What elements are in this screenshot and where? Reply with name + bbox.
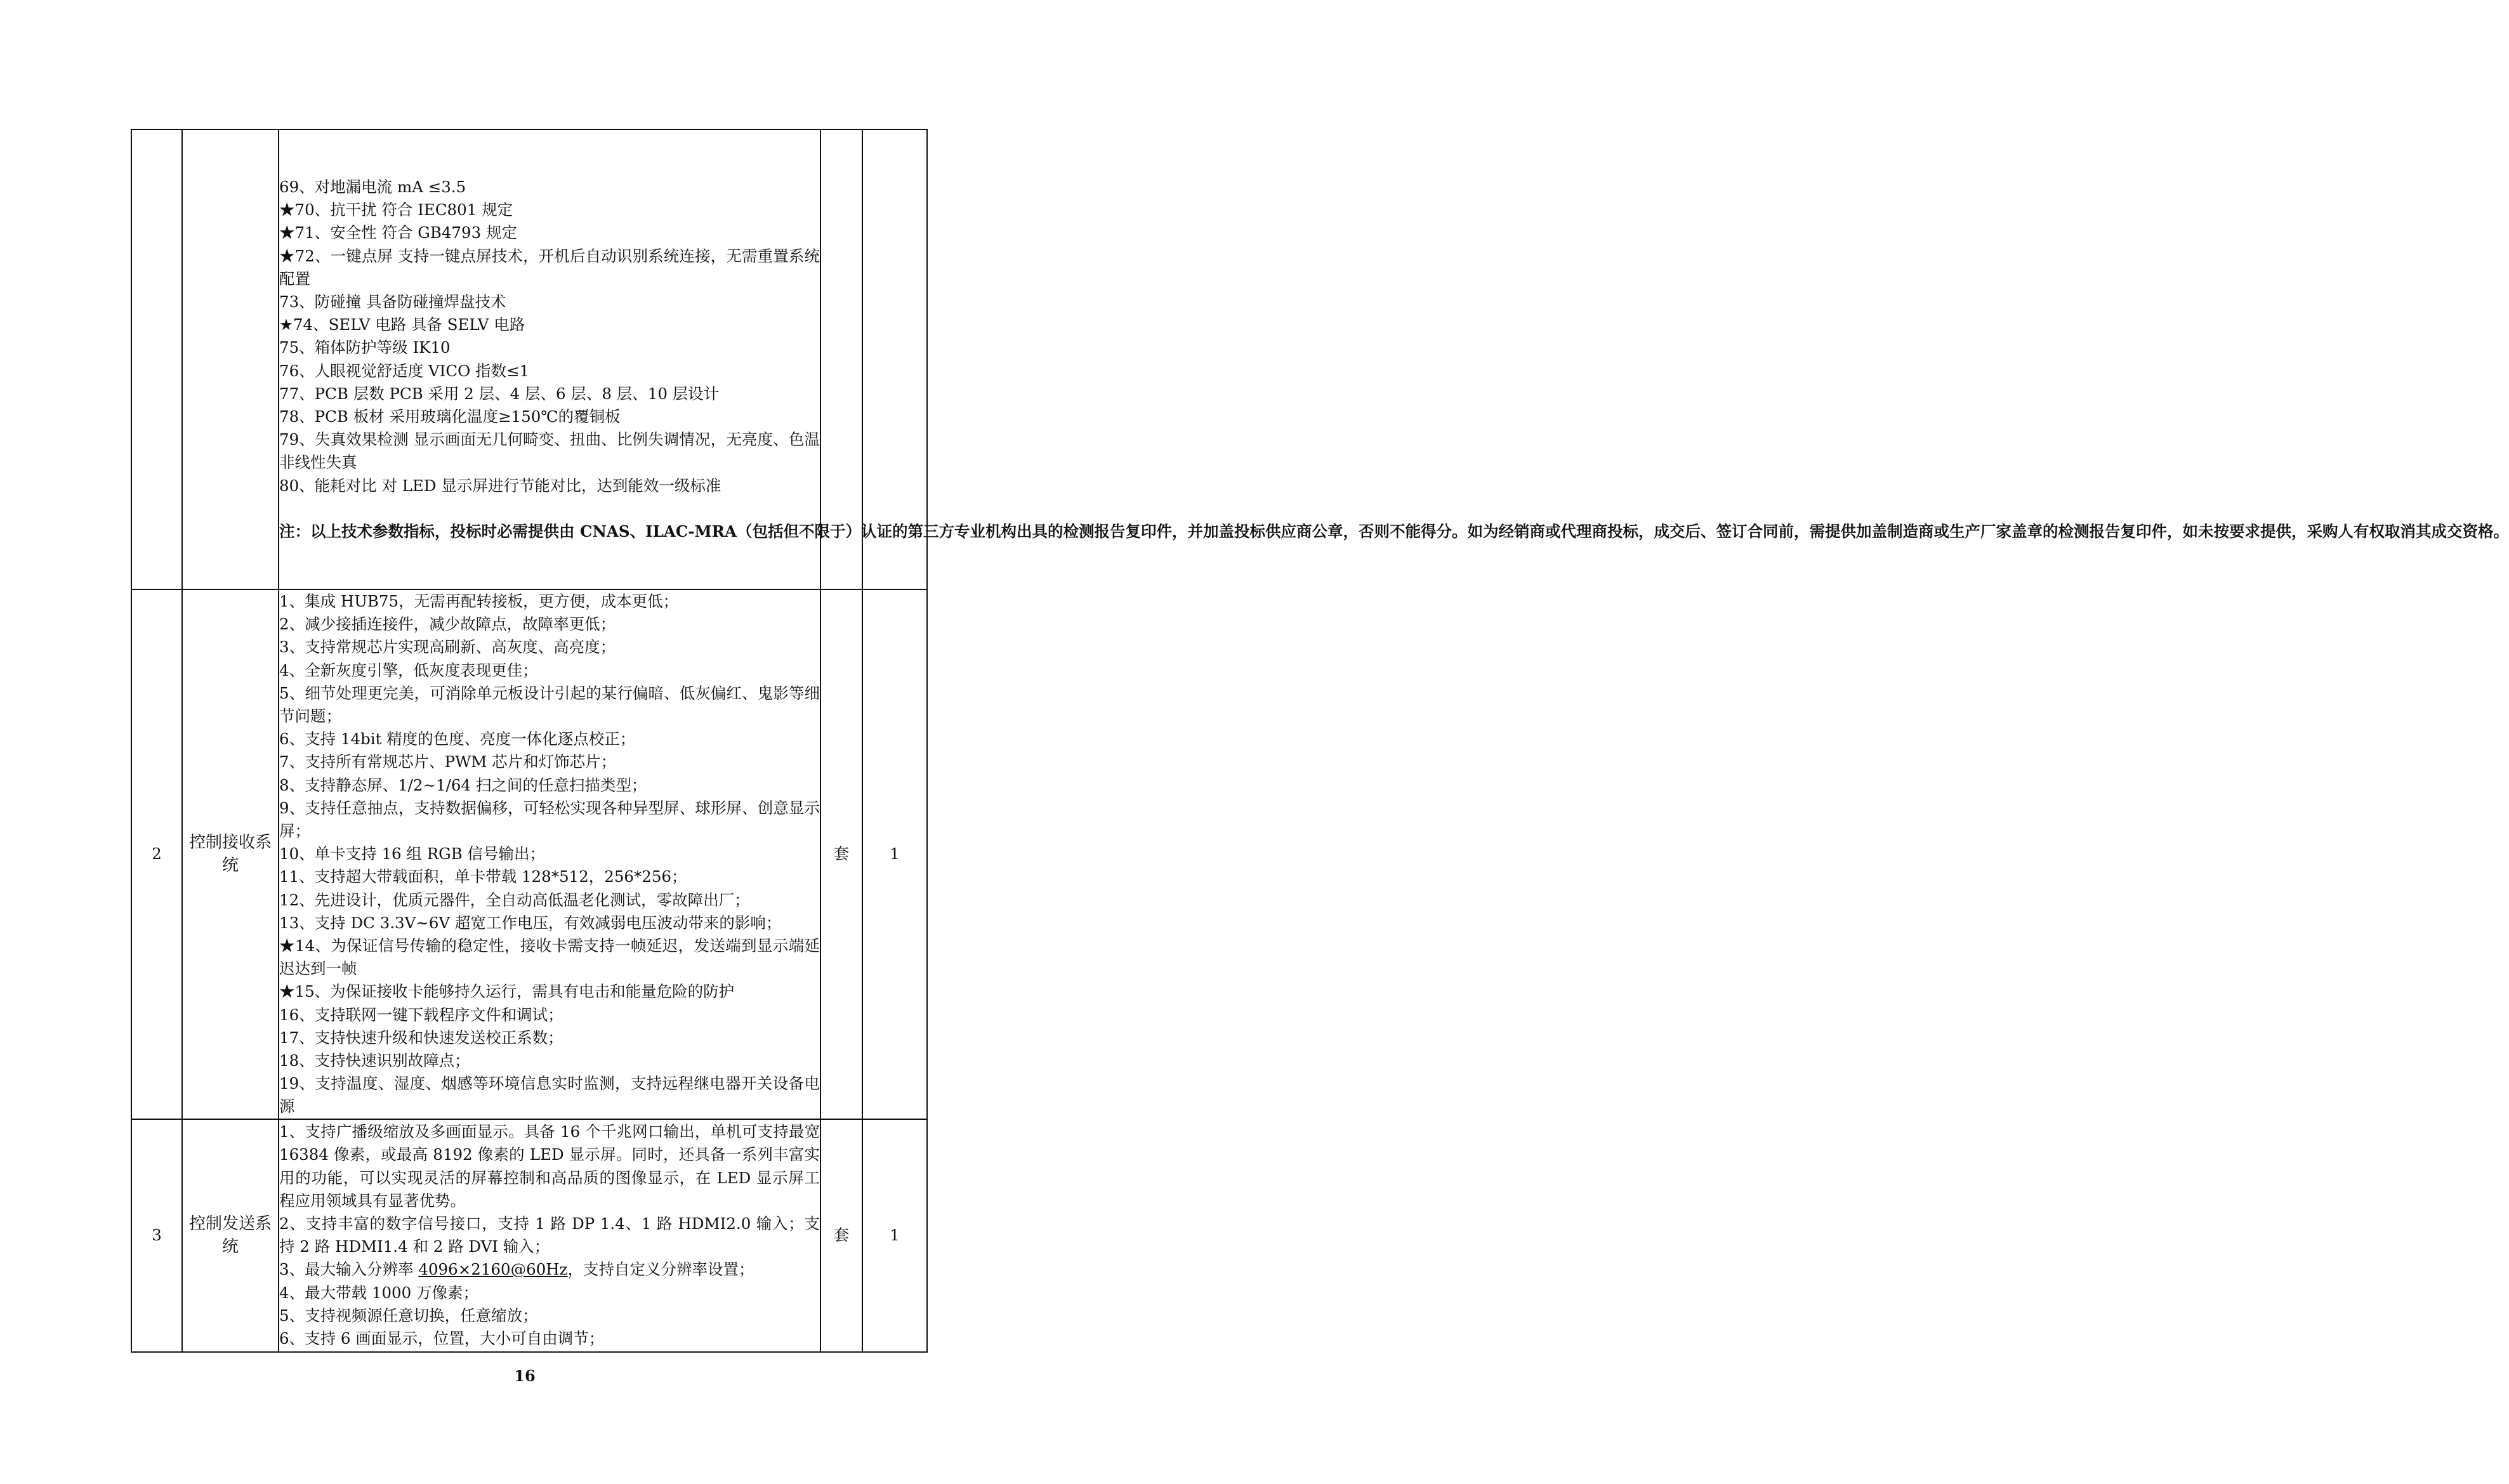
spec-line: 79、失真效果检测 显示画面无几何畸变、扭曲、比例失调情况，无亮度、色温非线性失真: [279, 430, 820, 472]
spec-table: [131, 129, 2509, 1353]
row-index-cell: 2: [131, 589, 182, 1119]
spec-line: 19、支持温度、湿度、烟感等环境信息实时监测，支持远程继电器开关设备电源: [279, 1074, 820, 1116]
spec-line-text: ，支持自定义分辨率设置；: [567, 1260, 754, 1279]
spec-line: 5、细节处理更完美，可消除单元板设计引起的某行偏暗、低灰偏红、鬼影等细节问题；: [279, 683, 820, 726]
row-index-cell: [131, 129, 182, 589]
spec-line: 78、PCB 板材 采用玻璃化温度≥150℃的覆铜板: [279, 407, 621, 426]
table-row: [131, 1119, 927, 1352]
spec-description-cell: [279, 1119, 820, 1352]
spec-line: 6、支持 14bit 精度的色度、亮度一体化逐点校正；: [279, 730, 636, 749]
spec-line: 12、先进设计，优质元器件，全自动高低温老化测试，零故障出厂；: [279, 890, 750, 909]
spec-line: ★72、一键点屏 支持一键点屏技术，开机后自动识别系统连接，无需重置系统配置: [279, 246, 820, 288]
spec-line: 80、能耗对比 对 LED 显示屏进行节能对比，达到能效一级标准: [279, 476, 721, 495]
row-unit-cell: 套: [820, 589, 862, 1119]
spec-line: 18、支持快速识别故障点；: [279, 1051, 470, 1070]
spec-line: 11、支持超大带载面积，单卡带载 128*512，256*256；: [279, 867, 687, 886]
row-unit-cell: 套: [820, 1119, 862, 1352]
spec-description-cell: [279, 589, 820, 1119]
spec-line: 4、全新灰度引擎，低灰度表现更佳；: [279, 660, 538, 680]
spec-line: ★70、抗干扰 符合 IEC801 规定: [279, 200, 513, 220]
spec-line: 17、支持快速升级和快速发送校正系数；: [279, 1028, 563, 1047]
spec-line: 69、对地漏电流 mA ≤3.5: [279, 177, 466, 196]
spec-line: 73、防碰撞 具备防碰撞焊盘技术: [279, 292, 506, 311]
spec-line: 77、PCB 层数 PCB 采用 2 层、4 层、6 层、8 层、10 层设计: [279, 384, 720, 403]
spec-line: 10、单卡支持 16 组 RGB 信号输出；: [279, 844, 546, 863]
spec-line-text: 3、最大输入分辨率: [279, 1260, 419, 1279]
spec-line: 7、支持所有常规芯片、PWM 芯片和灯饰芯片；: [279, 752, 617, 772]
spec-line: 9、支持任意抽点，支持数据偏移，可轻松实现各种异型屏、球形屏、创意显示屏；: [279, 798, 820, 841]
spec-description-cell: [279, 129, 2509, 589]
spec-line: 2、支持丰富的数字信号接口，支持 1 路 DP 1.4、1 路 HDMI2.0 输入；支持 2 路 HDMI1.4 和 2 路 DVI 输入；: [279, 1214, 820, 1256]
spec-line: 6、支持 6 画面显示，位置，大小可自由调节；: [279, 1329, 605, 1348]
spec-line: 76、人眼视觉舒适度 VICO 指数≤1: [279, 361, 530, 380]
spec-line: 4、最大带载 1000 万像素；: [279, 1283, 479, 1302]
note-paragraph: 注：以上技术参数指标，投标时必需提供由 CNAS、ILAC-MRA（包括但不限于）认证的第三方专业机构出具的检测报告复印件，并加盖投标供应商公章，否则不能得分。如为经销商或代理商投标，成交后、签订合同前，需提供加盖制造商或生产厂家盖章的检测报告复印件，如未按要求提供，采购人有权取消其成交资格。: [279, 522, 2509, 541]
spec-line: ★71、安全性 符合 GB4793 规定: [279, 223, 517, 242]
row-name-cell: 控制接收系统: [182, 589, 279, 1119]
spec-line: 16、支持联网一键下载程序文件和调试；: [279, 1005, 563, 1024]
row-index-cell: 3: [131, 1119, 182, 1352]
row-qty-cell: [862, 129, 927, 589]
row-qty-cell: 1: [862, 1119, 927, 1352]
page-number: 16: [514, 1367, 536, 1385]
row-qty-cell: 1: [862, 589, 927, 1119]
row-name-cell: 控制发送系统: [182, 1119, 279, 1352]
spec-line: ★14、为保证信号传输的稳定性，接收卡需支持一帧延迟，发送端到显示端延迟达到一帧: [279, 936, 820, 978]
spec-line: 75、箱体防护等级 IK10: [279, 338, 451, 357]
row-unit-cell: [820, 129, 862, 589]
resolution-value: 4096×2160@60Hz: [418, 1260, 568, 1279]
spec-line: ★15、为保证接收卡能够持久运行，需具有电击和能量危险的防护: [279, 982, 735, 1001]
spec-line: 8、支持静态屏、1/2~1/64 扫之间的任意扫描类型；: [279, 775, 647, 794]
spec-line: [279, 1258, 820, 1281]
spec-line: 5、支持视频源任意切换，任意缩放；: [279, 1306, 538, 1325]
spec-line: 3、支持常规芯片实现高刷新、高灰度、高亮度；: [279, 638, 616, 657]
spec-line: 2、减少接插连接件，减少故障点，故障率更低；: [279, 615, 616, 634]
row-name-cell: [182, 129, 279, 589]
spec-line: 13、支持 DC 3.3V~6V 超宽工作电压，有效减弱电压波动带来的影响；: [279, 913, 782, 932]
table-row: [131, 589, 927, 1119]
spec-line: ★74、SELV 电路 具备 SELV 电路: [279, 315, 525, 334]
spec-line: 1、支持广播级缩放及多画面显示。具备 16 个千兆网口输出，单机可支持最宽 16384 像素，或最高 8192 像素的 LED 显示屏。同时，还具备一系列丰富实用的功能，可以实现灵活的屏幕控制和高品质的图像显示，在 LED 显示屏工程应用领域具有显著优势。: [279, 1122, 820, 1210]
spec-line: 1、集成 HUB75，无需再配转接板，更方便，成本更低；: [279, 592, 679, 610]
table-row: [131, 129, 927, 589]
